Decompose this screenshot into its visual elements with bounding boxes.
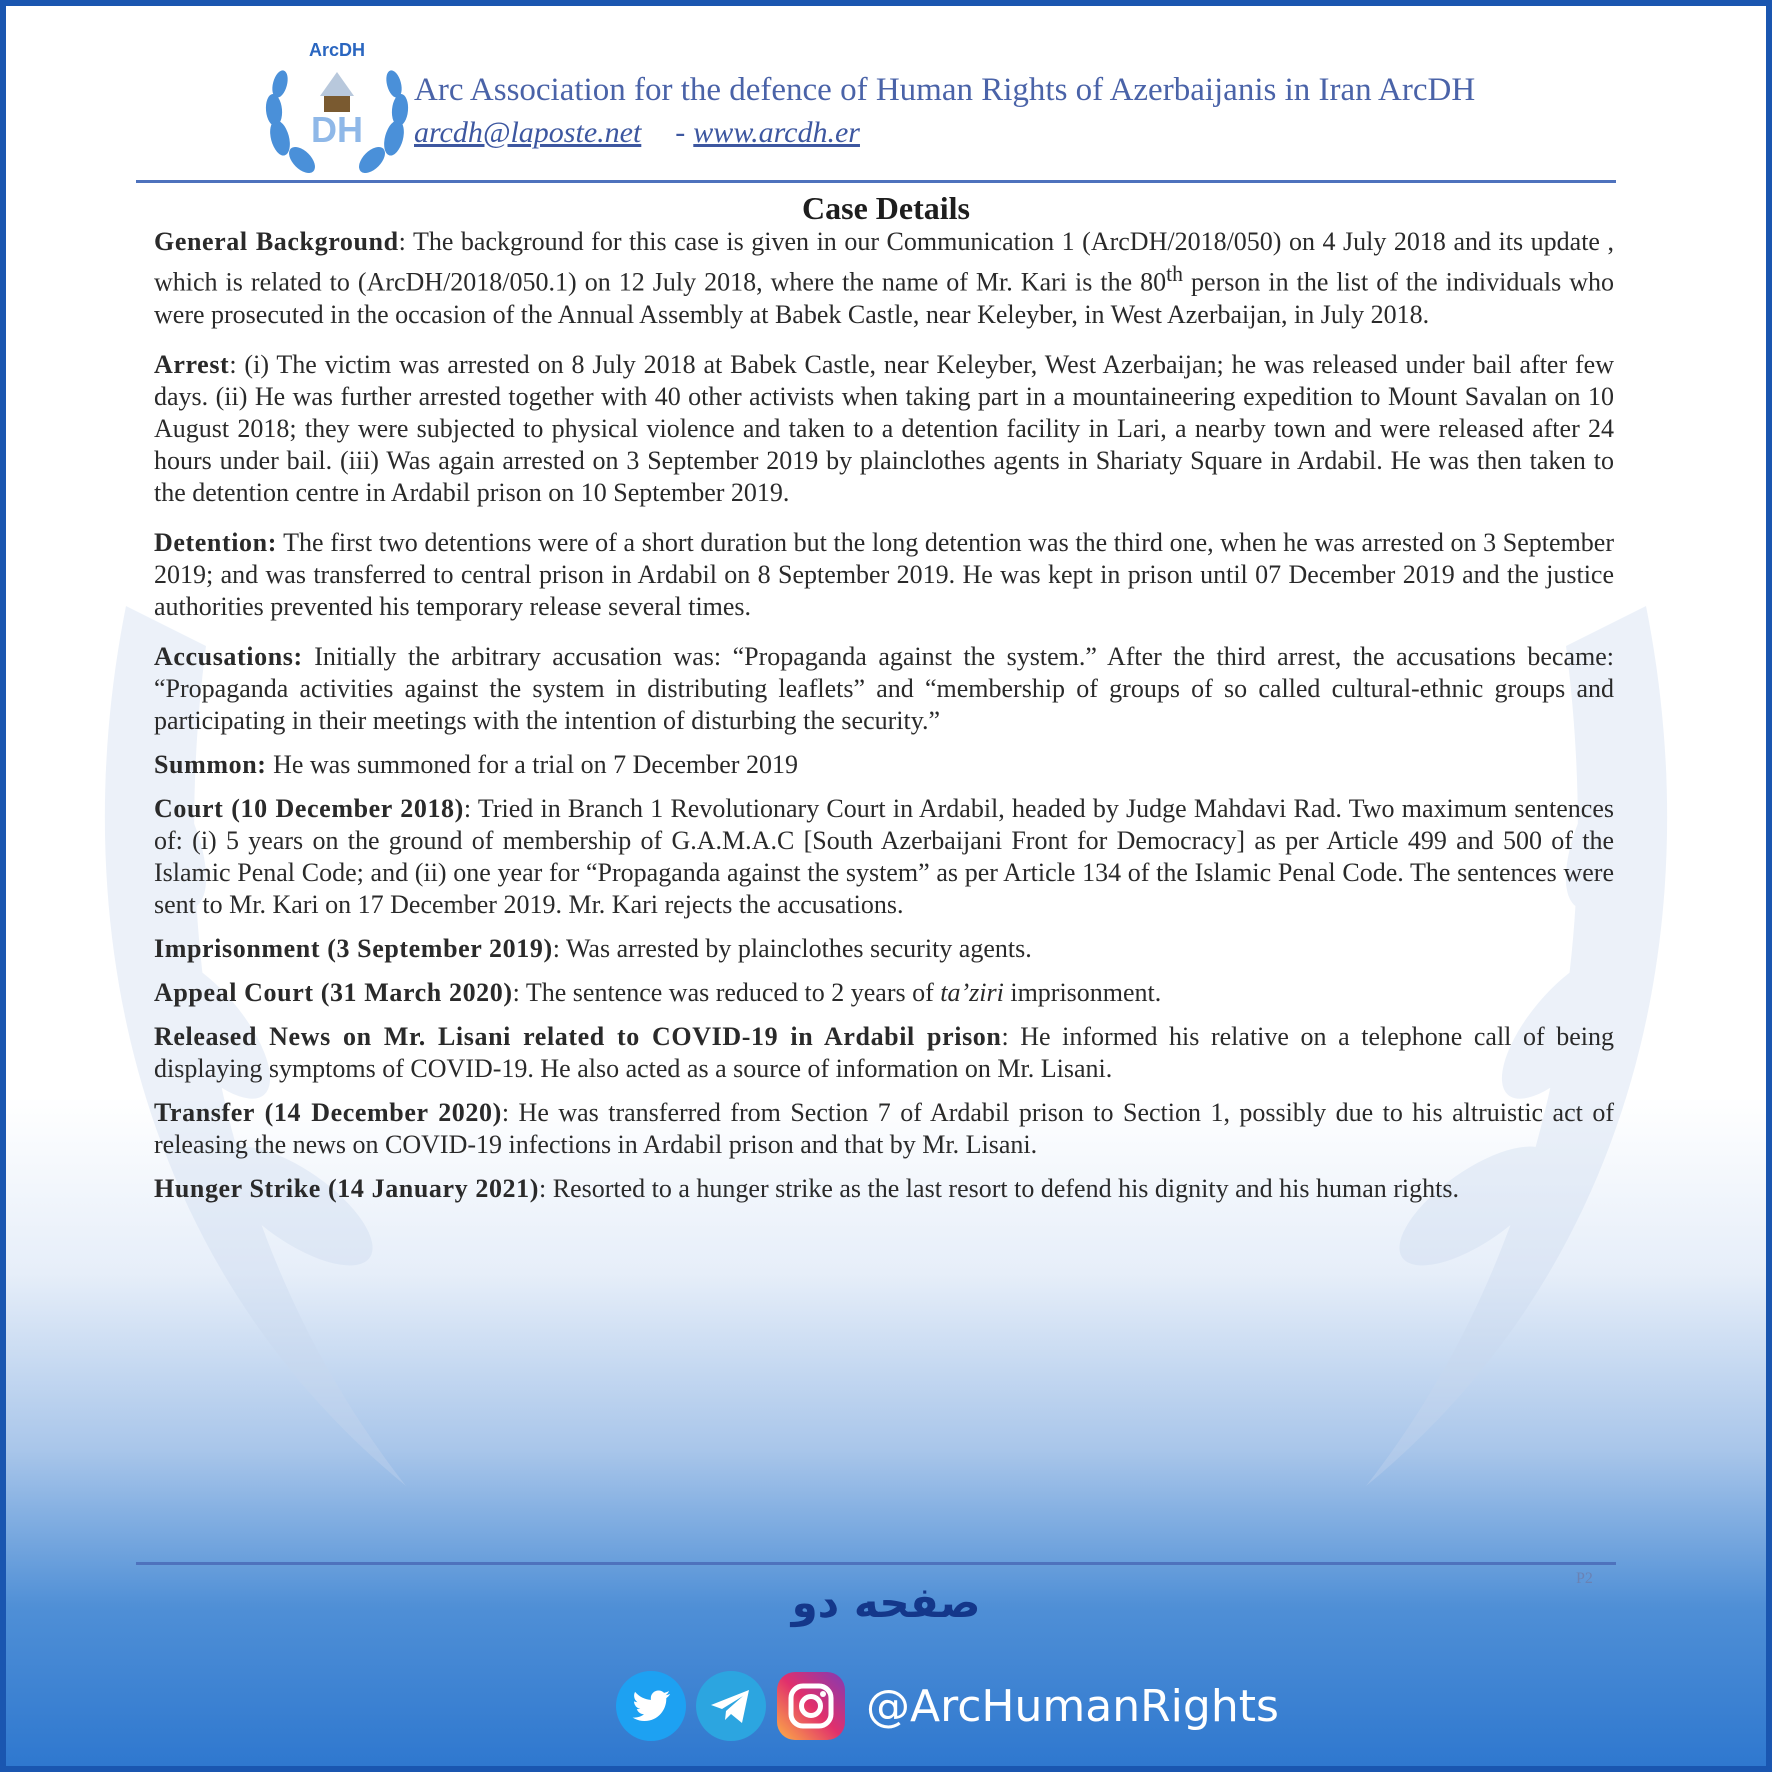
section-text: Initially the arbitrary accusation was: “Propaganda against the system.” After the third arrest, the accusations became: “Propaganda activities against the system in distributing leaflets” and “membership of groups of so called cultural-ethnic groups and participating in their meetings with the intention of disturbing the security.”	[154, 641, 1614, 735]
section-label: Appeal Court (31 March 2020)	[154, 977, 513, 1007]
instagram-icon[interactable]	[774, 1669, 848, 1743]
section-label: Released News on Mr. Lisani related to COVID-19 in Ardabil prison	[154, 1021, 1002, 1051]
section-text: : The sentence was reduced to 2 years of	[512, 977, 941, 1007]
footer-rule	[136, 1562, 1616, 1565]
section-label: Transfer (14 December 2020)	[154, 1097, 502, 1127]
header-rule	[136, 180, 1616, 183]
section-label: Summon:	[154, 749, 267, 779]
section-appeal-court	[154, 977, 1614, 1009]
organization-name: Arc Association for the defence of Human Rights of Azerbaijanis in Iran ArcDH	[414, 72, 1476, 108]
logo-letters: DH	[311, 109, 363, 150]
section-label: Hunger Strike (14 January 2021)	[154, 1173, 540, 1203]
section-text: The first two detentions were of a short duration but the long detention was the third one, when he was arrested on 3 September 2019; and was transferred to central prison in Ardabil on 8 September 2019. He was kept in prison until 07 December 2019 and the justice authorities prevented his temporary release several times.	[154, 527, 1614, 621]
section-text: : The background for this case is given in our Communication 1 (ArcDH/2018/050) on 4 July 2018 and its update , which is related to (ArcDH/2018/050.1) on 12 July 2018, where the name of Mr. Kari is the 80	[154, 227, 1614, 297]
italic-term: ta’ziri	[940, 977, 1004, 1007]
section-released-news	[154, 1021, 1614, 1085]
website-link[interactable]: www.arcdh.er	[693, 116, 860, 149]
email-link[interactable]: arcdh@laposte.net	[414, 116, 642, 149]
page-number: P2	[1576, 1570, 1593, 1587]
section-detention	[154, 527, 1614, 623]
section-text: : Tried in Branch 1 Revolutionary Court in Ardabil, headed by Judge Mahdavi Rad. Two maximum sentences of: (i) 5 years on the ground of membership of G.A.M.A.C [South Azerbaijani Front for Democracy] as per Article 499 and 500 of the Islamic Penal Code; and (ii) one year for “Propaganda against the system” as per Article 134 of the Islamic Penal Code. The sentences were sent to Mr. Kari on 17 December 2019. Mr. Kari rejects the accusations.	[154, 793, 1614, 919]
arcdh-logo	[254, 38, 420, 178]
contact-separator: -	[675, 116, 686, 149]
section-summon	[154, 749, 1614, 781]
section-label: Detention:	[154, 527, 277, 557]
telegram-icon[interactable]	[694, 1669, 768, 1743]
section-imprisonment	[154, 933, 1614, 965]
section-text-continued: imprisonment.	[1003, 977, 1162, 1007]
section-text-continued: person in the list of the individuals who were prosecuted in the occasion of the Annual Assembly at Babek Castle, near Keleyber, in West Azerbaijan, in July 2018.	[154, 267, 1614, 329]
page-label: صفحه دو	[791, 1578, 981, 1627]
section-label: Imprisonment (3 September 2019)	[154, 933, 553, 963]
twitter-icon[interactable]	[614, 1669, 688, 1743]
document-title: Case Details	[802, 190, 970, 226]
page-frame	[6, 6, 1766, 1766]
section-hunger-strike	[154, 1173, 1614, 1205]
section-general-background	[154, 226, 1614, 331]
section-text: He was summoned for a trial on 7 December 2019	[266, 749, 798, 779]
section-transfer	[154, 1097, 1614, 1161]
section-arrest	[154, 349, 1614, 509]
letterhead	[6, 6, 1766, 186]
section-label: General Background	[154, 227, 399, 256]
section-label: Court (10 December 2018)	[154, 793, 464, 823]
section-text: : (i) The victim was arrested on 8 July 2018 at Babek Castle, near Keleyber, West Azerbaijan; he was released under bail after few days. (ii) He was further arrested together with 40 other activists when taking part in a mountaineering expedition to Mount Savalan on 10 August 2018; they were subjected to physical violence and taken to a detention facility in Lari, a nearby town and were released after 24 hours under bail. (iii) Was again arrested on 3 September 2019 by plainclothes agents in Shariaty Square in Ardabil. He was then taken to the detention centre in Ardabil prison on 10 September 2019.	[154, 349, 1614, 507]
section-label: Arrest	[154, 349, 230, 379]
contact-line	[414, 116, 860, 150]
section-text: : Resorted to a hunger strike as the last resort to defend his dignity and his human rights.	[539, 1173, 1459, 1203]
section-text: : Was arrested by plainclothes security agents.	[552, 933, 1032, 963]
section-text: : He was transferred from Section 7 of Ardabil prison to Section 1, possibly due to his altruistic act of releasing the news on COVID-19 infections in Ardabil prison and that by Mr. Lisani.	[154, 1097, 1614, 1159]
social-bar	[614, 1668, 1279, 1744]
section-accusations	[154, 641, 1614, 737]
social-handle[interactable]: @ArcHumanRights	[866, 1680, 1279, 1732]
ordinal-suffix: th	[1166, 262, 1184, 286]
logo-text: ArcDH	[308, 40, 366, 60]
section-label: Accusations:	[154, 641, 303, 671]
case-details-body	[154, 226, 1614, 1223]
section-court	[154, 793, 1614, 921]
section-text: : He informed his relative on a telephone call of being displaying symptoms of COVID-19. He also acted as a source of information on Mr. Lisani.	[154, 1021, 1614, 1083]
